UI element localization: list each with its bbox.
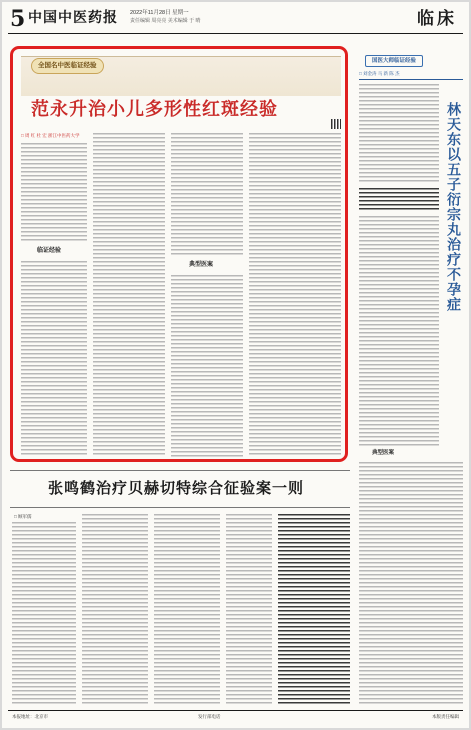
article-subhead: 典型医案 [189,262,214,268]
article-body-column [171,133,243,257]
lower-body-column [82,514,148,706]
editor-line: 责任编辑 周亮亮 美术编辑 于 晴 [130,18,201,24]
masthead [8,6,463,34]
side-column-tag: 国医大师临证经验 [365,55,423,67]
lower-byline: □ 顾军儒 [14,514,32,519]
side-subhead: 典型医案 [372,450,395,456]
section-title: 临床 [417,9,457,29]
paper-name: 中国中医药报 [28,10,118,26]
page-footer [8,710,463,724]
divider [10,507,350,508]
divider [359,79,463,80]
article-body-column [171,275,243,457]
side-body-column [359,216,439,446]
side-body-column [359,84,439,184]
lower-body-column [154,514,220,706]
article-title[interactable]: 范永升治小儿多形性红斑经验 [31,99,278,120]
footer-middle: 发行部电话 [198,714,221,719]
article-body-column [21,143,87,243]
page-number: 5 [10,6,26,32]
column-tag: 全国名中医临证经验 [31,58,104,74]
side-article-title[interactable]: 林天东以五子衍宗丸治疗不孕症 [445,102,461,312]
main-article[interactable] [10,46,348,462]
lower-body-highlight [278,514,350,706]
footer-left: 本报地址：北京市 [12,714,48,719]
article-body-column [21,261,87,457]
side-body-highlight [359,188,439,212]
article-body-column [93,133,165,457]
side-byline: □ 刘金涛 马 新 陈 杰 [359,71,400,76]
qr-code-icon [331,119,341,129]
side-body-column [359,462,463,706]
article-subhead: 临证经验 [37,248,62,254]
issue-date: 2022年11月28日 星期一 [130,10,189,16]
footer-right: 本版责任编辑 [432,714,459,719]
newspaper-page [2,2,469,728]
divider [10,470,350,471]
lower-body-column [226,514,272,706]
article-byline: □ 周 红 杜 宏 浙江中医药大学 [21,133,80,138]
lower-article-title[interactable]: 张鸣鹤治疗贝赫切特综合征验案一则 [48,479,305,497]
lower-body-column [12,522,76,706]
article-body-column [249,133,341,457]
